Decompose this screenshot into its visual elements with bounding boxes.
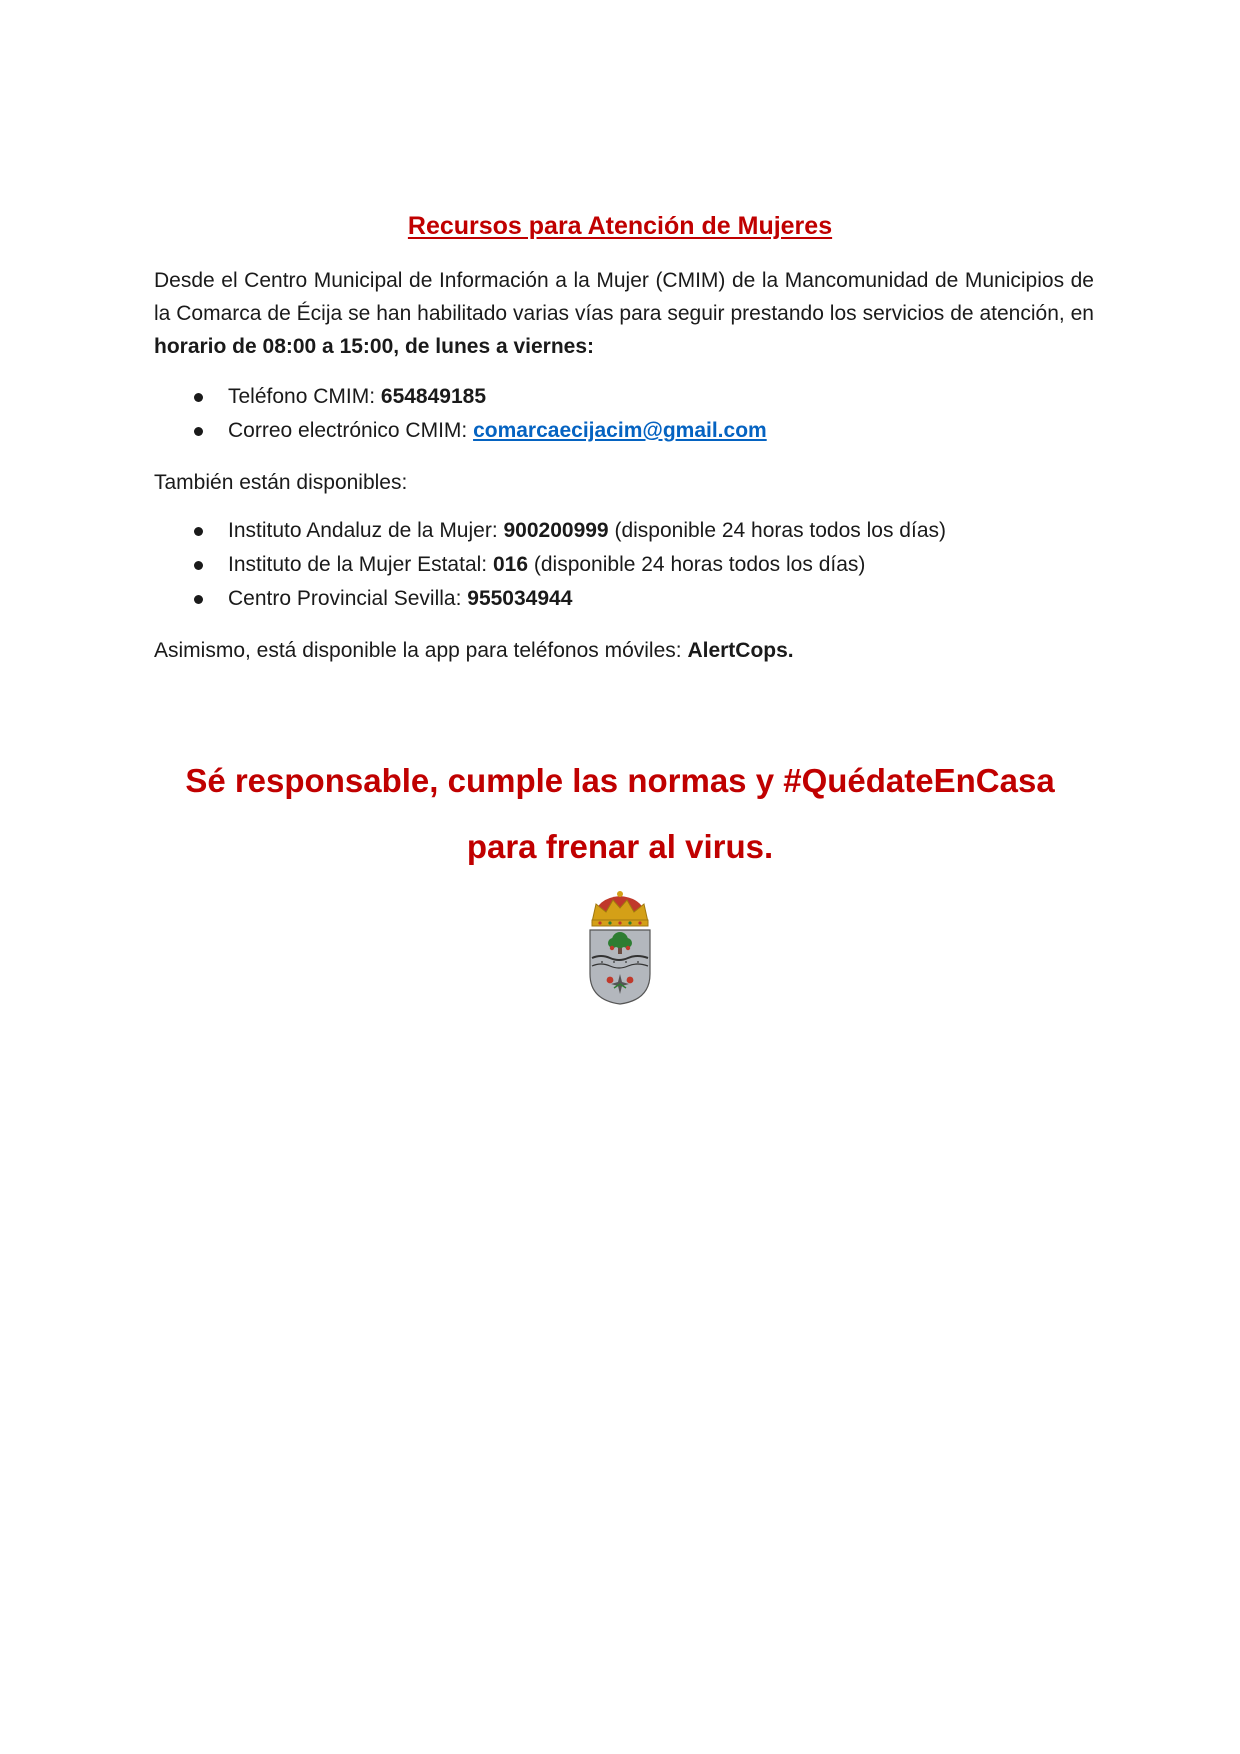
email-link[interactable]: comarcaecijacim@gmail.com: [473, 419, 767, 442]
list-item-estatal: [154, 548, 1094, 582]
slogan-line-1: Sé responsable, cumple las normas y #QuédateEnCasa: [185, 762, 1055, 799]
contact-label: Centro Provincial Sevilla:: [228, 587, 468, 610]
intro-schedule: horario de 08:00 a 15:00, de lunes a viernes:: [154, 335, 595, 358]
contact-number: 900200999: [503, 519, 609, 542]
coat-of-arms-icon: [586, 888, 654, 1006]
contact-label: Instituto de la Mujer Estatal:: [228, 553, 493, 576]
list-item-phone: [154, 380, 1094, 414]
list-item-email: [154, 414, 1094, 448]
email-label: Correo electrónico CMIM:: [228, 419, 474, 442]
also-available-text: También están disponibles:: [154, 471, 408, 494]
app-name: AlertCops.: [687, 639, 794, 662]
slogan-line-2: para frenar al virus.: [466, 828, 774, 865]
contact-note: (disponible 24 horas todos los días): [608, 519, 946, 542]
contact-number: 016: [492, 553, 529, 576]
list-item-andaluz: [154, 514, 1094, 548]
page-title: Recursos para Atención de Mujeres: [407, 212, 833, 240]
crown-icon: [592, 891, 648, 926]
phone-label: Teléfono CMIM:: [228, 385, 381, 408]
intro-paragraph: [154, 264, 1094, 363]
contact-label: Instituto Andaluz de la Mujer:: [228, 519, 504, 542]
shield-icon: [590, 930, 650, 1004]
app-text: Asimismo, está disponible la app para teléfonos móviles:: [154, 639, 688, 662]
list-item-sevilla: [154, 582, 1094, 616]
cmim-contact-list: [154, 380, 1094, 448]
phone-number: 654849185: [380, 385, 487, 408]
intro-text: Desde el Centro Municipal de Información a la Mujer (CMIM) de la Mancomunidad de Municipios de la Comarca de Écija se han habilitado varias vías para seguir prestando los servicios de atención, en: [154, 269, 1094, 325]
contact-number: 955034944: [467, 587, 573, 610]
contact-note: (disponible 24 horas todos los días): [528, 553, 866, 576]
other-contact-list: [154, 514, 1094, 616]
app-paragraph: [154, 634, 1094, 667]
